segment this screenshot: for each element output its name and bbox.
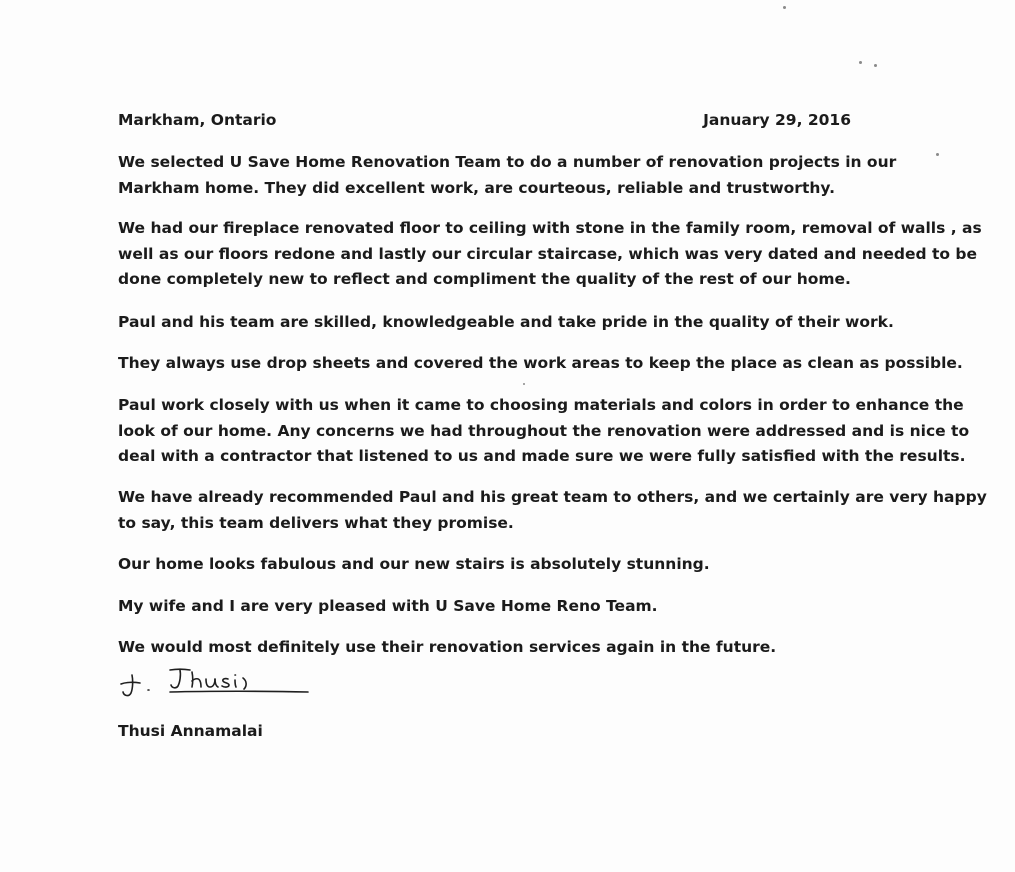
scan-speck [523, 383, 525, 385]
letter-paragraph [118, 485, 987, 536]
scan-speck [783, 6, 786, 9]
letter-paragraph [118, 594, 658, 620]
paragraph-line: My wife and I are very pleased with U Save Home Reno Team. [118, 597, 658, 615]
paragraph-line: Paul work closely with us when it came to choosing materials and colors in order to enhance the [118, 396, 964, 414]
paragraph-line: Our home looks fabulous and our new stairs is absolutely stunning. [118, 555, 710, 573]
signer-name: Thusi Annamalai [118, 722, 263, 740]
paragraph-line: We selected U Save Home Renovation Team to do a number of renovation projects in our [118, 153, 897, 171]
paragraph-line: Paul and his team are skilled, knowledgeable and take pride in the quality of their work. [118, 313, 894, 331]
paragraph-line: We have already recommended Paul and his great team to others, and we certainly are very happy [118, 488, 987, 506]
letter-paragraph [118, 393, 969, 470]
paragraph-line: Markham home. They did excellent work, are courteous, reliable and trustworthy. [118, 178, 835, 197]
handwritten-signature [118, 666, 318, 702]
paragraph-line: well as our floors redone and lastly our circular staircase, which was very dated and needed to be [118, 244, 978, 263]
letter-place: Markham, Ontario [118, 111, 277, 129]
paragraph-line: We would most definitely use their renovation services again in the future. [118, 638, 777, 656]
letter-paragraph [118, 216, 982, 293]
letter-paragraph [118, 635, 776, 661]
scan-speck [874, 64, 877, 67]
paragraph-line: to say, this team delivers what they promise. [118, 513, 514, 532]
letter-paragraph [118, 351, 963, 377]
letter-header [118, 109, 851, 131]
letter-paragraph [118, 552, 710, 578]
scan-speck [936, 153, 939, 156]
letter-date: January 29, 2016 [703, 111, 851, 129]
paragraph-line: done completely new to reflect and compliment the quality of the rest of our home. [118, 270, 851, 288]
paragraph-line: look of our home. Any concerns we had throughout the renovation were addressed and is nice to [118, 421, 970, 440]
letter-paragraph [118, 150, 896, 201]
paragraph-line: They always use drop sheets and covered the work areas to keep the place as clean as possible. [118, 354, 963, 372]
paragraph-line: We had our fireplace renovated floor to ceiling with stone in the family room, removal of walls , as [118, 219, 982, 237]
paragraph-line: deal with a contractor that listened to us and made sure we were fully satisfied with the results. [118, 447, 966, 465]
scan-speck [859, 61, 862, 64]
signature-drawing [118, 666, 318, 702]
letter-paragraph [118, 310, 894, 336]
